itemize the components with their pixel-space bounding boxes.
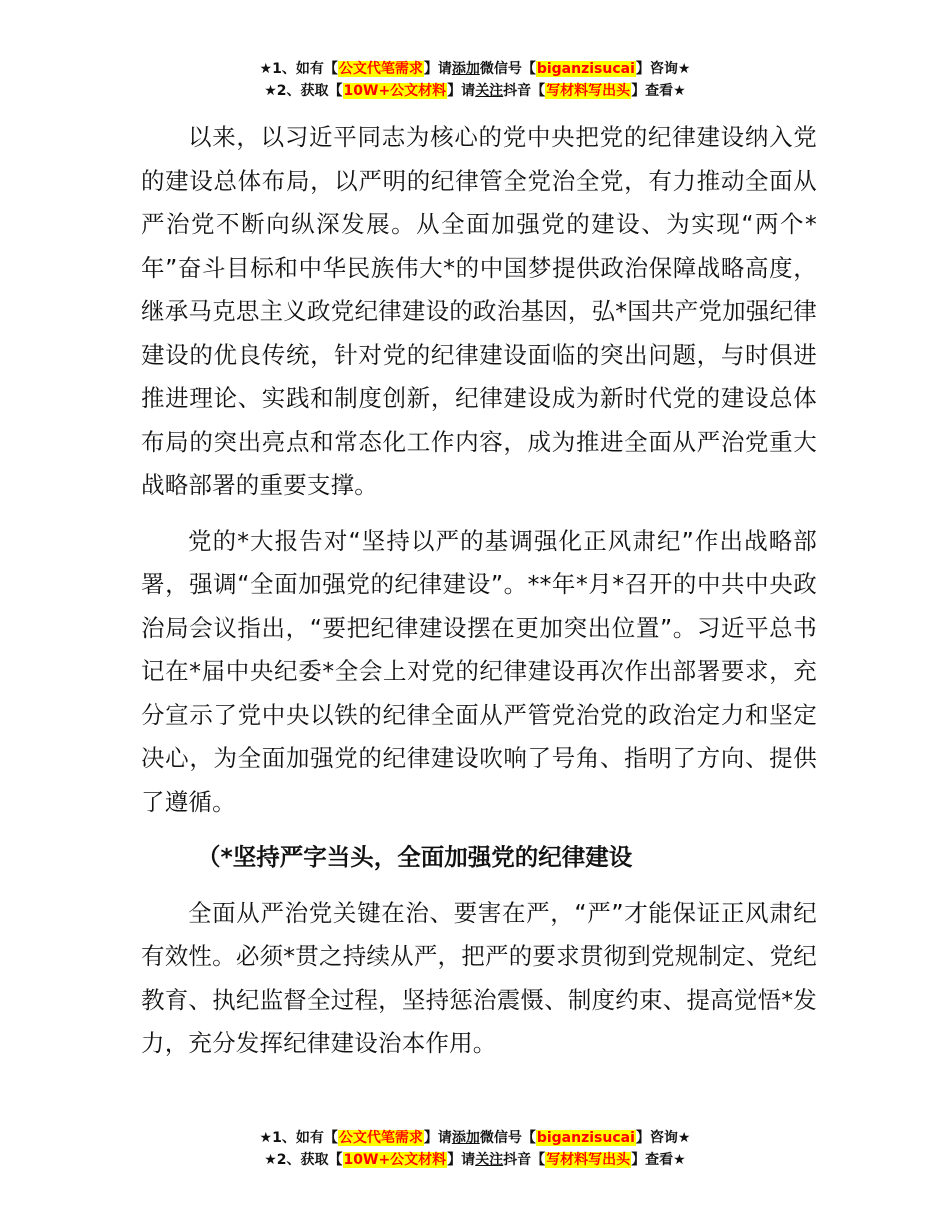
banner-text: ★1、如有【 <box>259 61 338 77</box>
section-heading: （*坚持严字当头，全面加强党的纪律建设 <box>197 843 633 871</box>
banner-line-1 <box>0 1127 950 1149</box>
emphasis-text: 关注 <box>475 1152 504 1168</box>
document-body <box>141 116 817 1078</box>
banner-text: 抖音【 <box>503 1152 546 1168</box>
banner-text: 】咨询★ <box>635 1130 691 1146</box>
banner-text: 】咨询★ <box>635 61 691 77</box>
highlight-text: biganzisucai <box>536 61 635 77</box>
banner-text: 】请 <box>447 1152 476 1168</box>
paragraph-2: 党的*大报告对“坚持以严的基调强化正风肃纪”作出战略部署，强调“全面加强党的纪律建设”。**年*月*召开的中共中央政治局会议指出，“要把纪律建设摆在更加突出位置”。习近平总书记在*届中央纪委*全会上对党的纪律建设再次作出部署要求，充分宣示了党中央以铁的纪律全面从严管党治党的政治定力和坚定决心，为全面加强党的纪律建设吹响了号角、指明了方向、提供了遵循。 <box>141 526 817 816</box>
footer-banner <box>0 1127 950 1171</box>
emphasis-text: 添加 <box>451 61 480 77</box>
highlight-text: 公文代笔需求 <box>338 61 423 77</box>
banner-line-2 <box>0 1149 950 1171</box>
highlight-text: biganzisucai <box>536 1130 635 1146</box>
emphasis-text: 添加 <box>451 1130 480 1146</box>
banner-text: ★2、获取【 <box>264 1152 343 1168</box>
banner-line-1 <box>0 58 950 80</box>
highlight-text: 10W+公文材料 <box>343 83 447 99</box>
highlight-text: 公文代笔需求 <box>338 1130 423 1146</box>
banner-text: ★1、如有【 <box>259 1130 338 1146</box>
banner-text: 】请 <box>423 61 452 77</box>
banner-text: 】查看★ <box>631 83 686 99</box>
header-banner <box>0 58 950 102</box>
highlight-text: 写材料写出头 <box>546 1152 631 1168</box>
banner-text: 微信号【 <box>479 1130 536 1146</box>
banner-text: 抖音【 <box>503 83 546 99</box>
emphasis-text: 关注 <box>475 83 504 99</box>
banner-text: 】请 <box>447 83 476 99</box>
paragraph-3: 全面从严治党关键在治、要害在严，“严”才能保证正风肃纪有效性。必须*贯之持续从严，把严的要求贯彻到党规制定、党纪教育、执纪监督全过程，坚持惩治震慑、制度约束、提高觉悟*发力，充分发挥纪律建设治本作用。 <box>141 898 817 1057</box>
paragraph-1: 以来，以习近平同志为核心的党中央把党的纪律建设纳入党的建设总体布局，以严明的纪律管全党治全党，有力推动全面从严治党不断向纵深发展。从全面加强党的建设、为实现“两个*年”奋斗目标和中华民族伟大*的中国梦提供政治保障战略高度，继承马克思主义政党纪律建设的政治基因，弘*国共产党加强纪律建设的优良传统，针对党的纪律建设面临的突出问题，与时俱进推进理论、实践和制度创新，纪律建设成为新时代党的建设总体布局的突出亮点和常态化工作内容，成为推进全面从严治党重大战略部署的重要支撑。 <box>141 123 817 499</box>
banner-text: 微信号【 <box>479 61 536 77</box>
banner-text: 】请 <box>423 1130 452 1146</box>
banner-text: 】查看★ <box>631 1152 686 1168</box>
highlight-text: 写材料写出头 <box>546 83 631 99</box>
banner-text: ★2、获取【 <box>264 83 343 99</box>
highlight-text: 10W+公文材料 <box>343 1152 447 1168</box>
banner-line-2 <box>0 80 950 102</box>
